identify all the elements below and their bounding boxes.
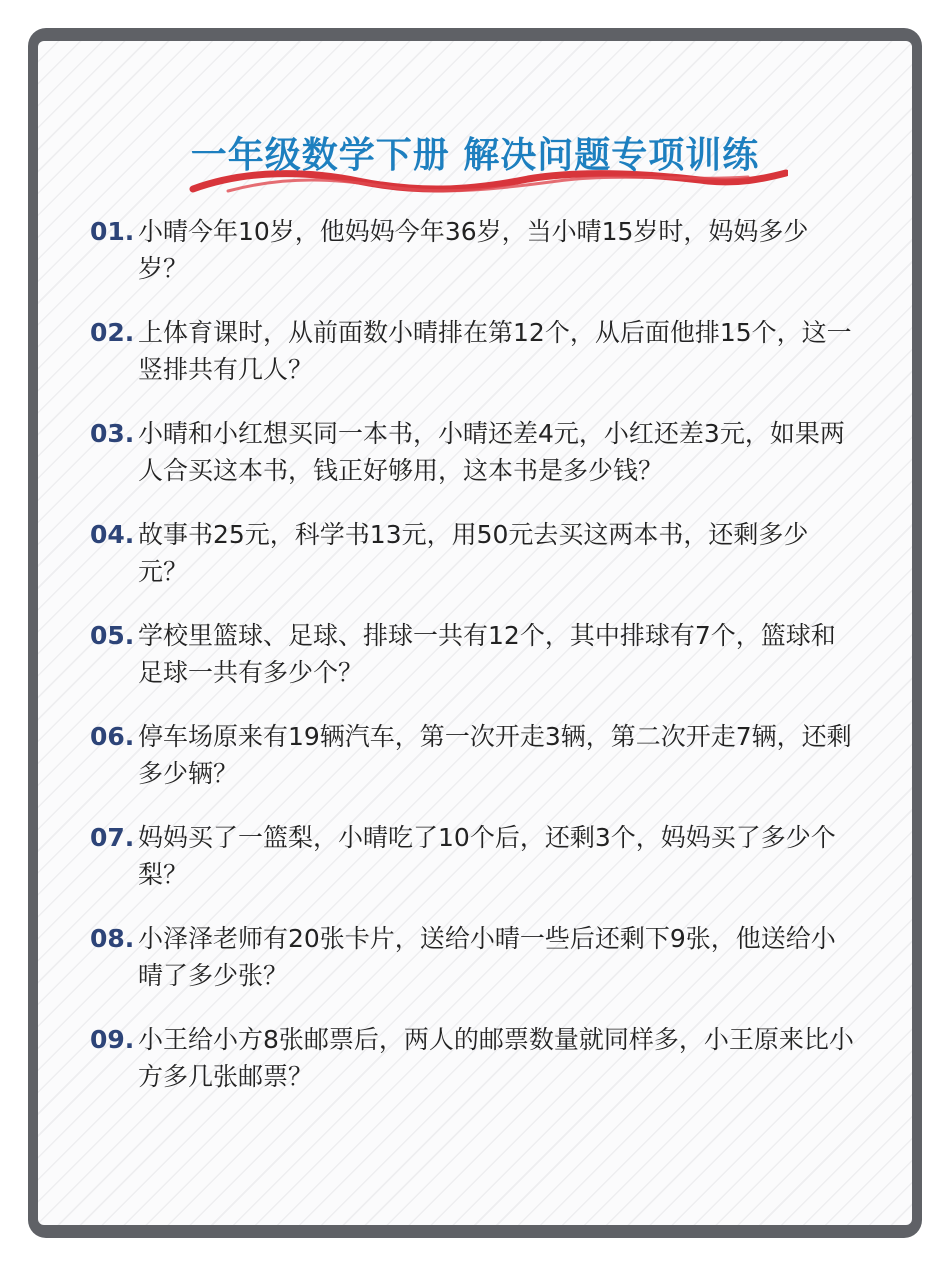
question-text: 小晴今年10岁，他妈妈今年36岁，当小晴15岁时，妈妈多少岁？ (138, 217, 809, 283)
question-text: 小晴和小红想买同一本书，小晴还差4元，小红还差3元，如果两人合买这本书，钱正好够用，这本书是多少钱？ (138, 419, 845, 485)
page-frame (28, 28, 922, 1238)
question-number: 08. (90, 924, 135, 953)
question-text: 停车场原来有19辆汽车，第一次开走3辆，第二次开走7辆，还剩多少辆？ (138, 722, 852, 788)
question-item (90, 718, 880, 819)
question-number: 04. (90, 520, 135, 549)
question-list (90, 213, 880, 1122)
question-text: 妈妈买了一篮梨，小晴吃了10个后，还剩3个，妈妈买了多少个梨？ (138, 823, 836, 889)
title-block (38, 119, 912, 209)
question-number: 01. (90, 217, 135, 246)
question-item (90, 617, 880, 718)
question-number: 06. (90, 722, 135, 751)
question-number: 05. (90, 621, 135, 650)
question-text: 小泽泽老师有20张卡片，送给小晴一些后还剩下9张，他送给小晴了多少张？ (138, 924, 836, 990)
question-number: 02. (90, 318, 135, 347)
question-text: 学校里篮球、足球、排球一共有12个，其中排球有7个，篮球和足球一共有多少个？ (138, 621, 836, 687)
question-number: 09. (90, 1025, 135, 1054)
question-text: 上体育课时，从前面数小晴排在第12个，从后面他排15个，这一竖排共有几人？ (138, 318, 852, 384)
question-item (90, 1021, 880, 1122)
question-number: 07. (90, 823, 135, 852)
question-text: 故事书25元，科学书13元，用50元去买这两本书，还剩多少元？ (138, 520, 809, 586)
question-item (90, 516, 880, 617)
question-item (90, 314, 880, 415)
worksheet-paper (38, 41, 912, 1225)
question-item (90, 415, 880, 516)
question-number: 03. (90, 419, 135, 448)
question-item (90, 819, 880, 920)
page-title: 一年级数学下册 解决问题专项训练 (190, 135, 760, 176)
question-text: 小王给小方8张邮票后，两人的邮票数量就同样多，小王原来比小方多几张邮票？ (138, 1025, 854, 1091)
question-item (90, 920, 880, 1021)
question-item (90, 213, 880, 314)
